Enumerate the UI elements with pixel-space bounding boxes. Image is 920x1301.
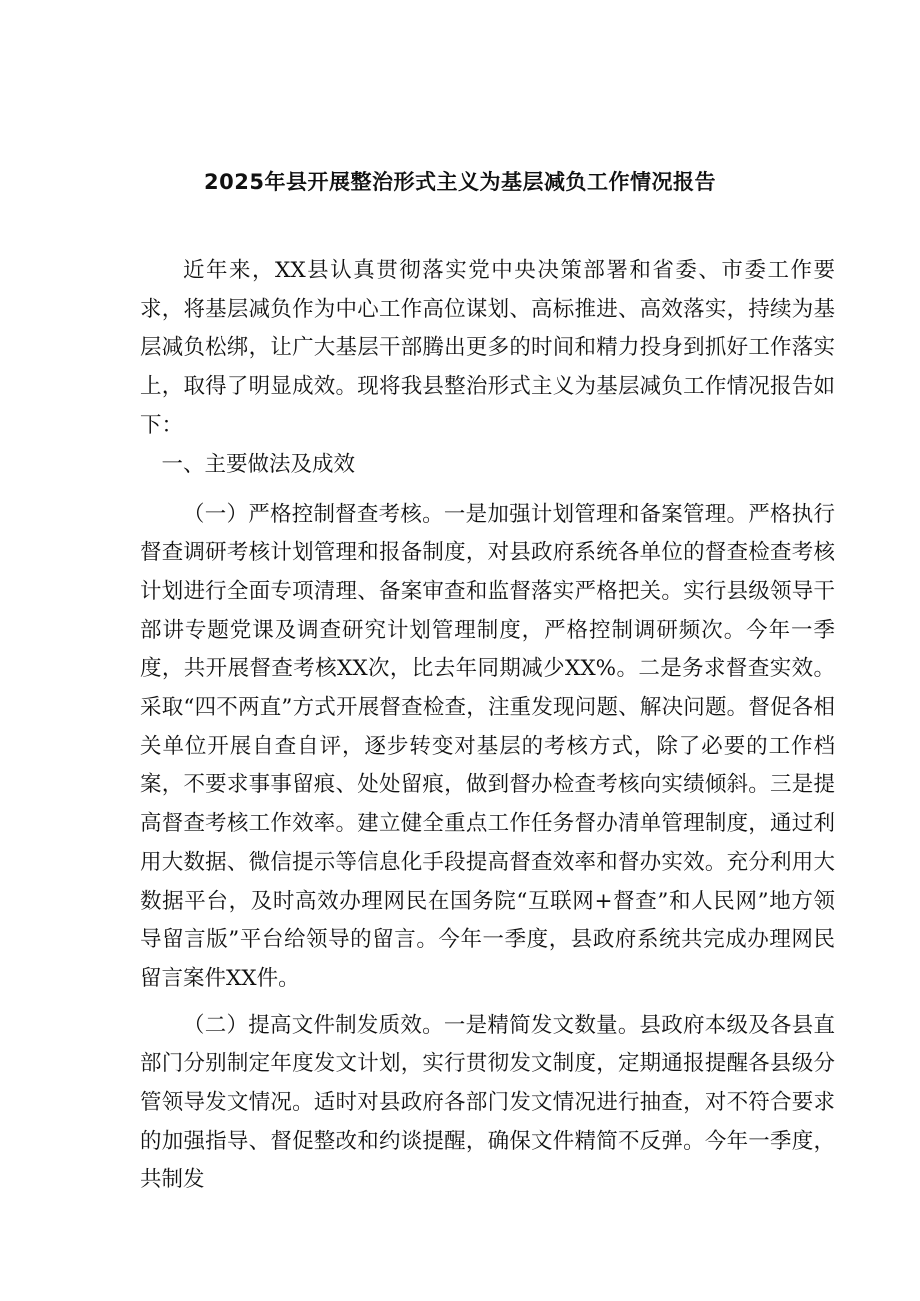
intro-paragraph: 近年来，XX县认真贯彻落实党中央决策部署和省委、市委工作要求，将基层减负作为中心工作高位谋划、高标推进、高效落实，持续为基层减负松绑，让广大基层干部腾出更多的时间和精力投身到抓好工作落实上，取得了明显成效。现将我县整治形式主义为基层减负工作情况报告如下： <box>140 258 835 438</box>
document-body <box>140 252 835 1200</box>
section-heading: 一、主要做法及成效 <box>161 451 356 477</box>
paragraph-supervision: （一）严格控制督查考核。一是加强计划管理和备案管理。严格执行督查调研考核计划管理和报备制度，对县政府系统各单位的督查检查考核计划进行全面专项清理、备案审查和监督落实严格把关。实行县级领导干部讲专题党课及调查研究计划管理制度，严格控制调研频次。今年一季度，共开展督查考核XX次，比去年同期减少XX%。二是务求督查实效。采取“四不两直”方式开展督查检查，注重发现问题、解决问题。督促各相关单位开展自查自评，逐步转变对基层的考核方式，除了必要的工作档案，不要求事事留痕、处处留痕，做到督办检查考核向实绩倾斜。三是提高督查考核工作效率。建立健全重点工作任务督办清单管理制度，通过利用大数据、微信提示等信息化手段提高督查效率和督办实效。充分利用大数据平台，及时高效办理网民在国务院“互联网+督查”和人民网”地方领导留言版”平台给领导的留言。今年一季度，县政府系统共完成办理网民留言案件XX件。 <box>140 501 835 991</box>
document-title: 2025年县开展整治形式主义为基层减负工作情况报告 <box>204 170 716 194</box>
paragraph-documents: （二）提高文件制发质效。一是精简发文数量。县政府本级及各县直部门分别制定年度发文计划，实行贯彻发文制度，定期通报提醒各县级分管领导发文情况。适时对县政府各部门发文情况进行抽查，对不符合要求的加强指导、督促整改和约谈提醒，确保文件精简不反弹。今年一季度，共制发 <box>140 1012 835 1193</box>
